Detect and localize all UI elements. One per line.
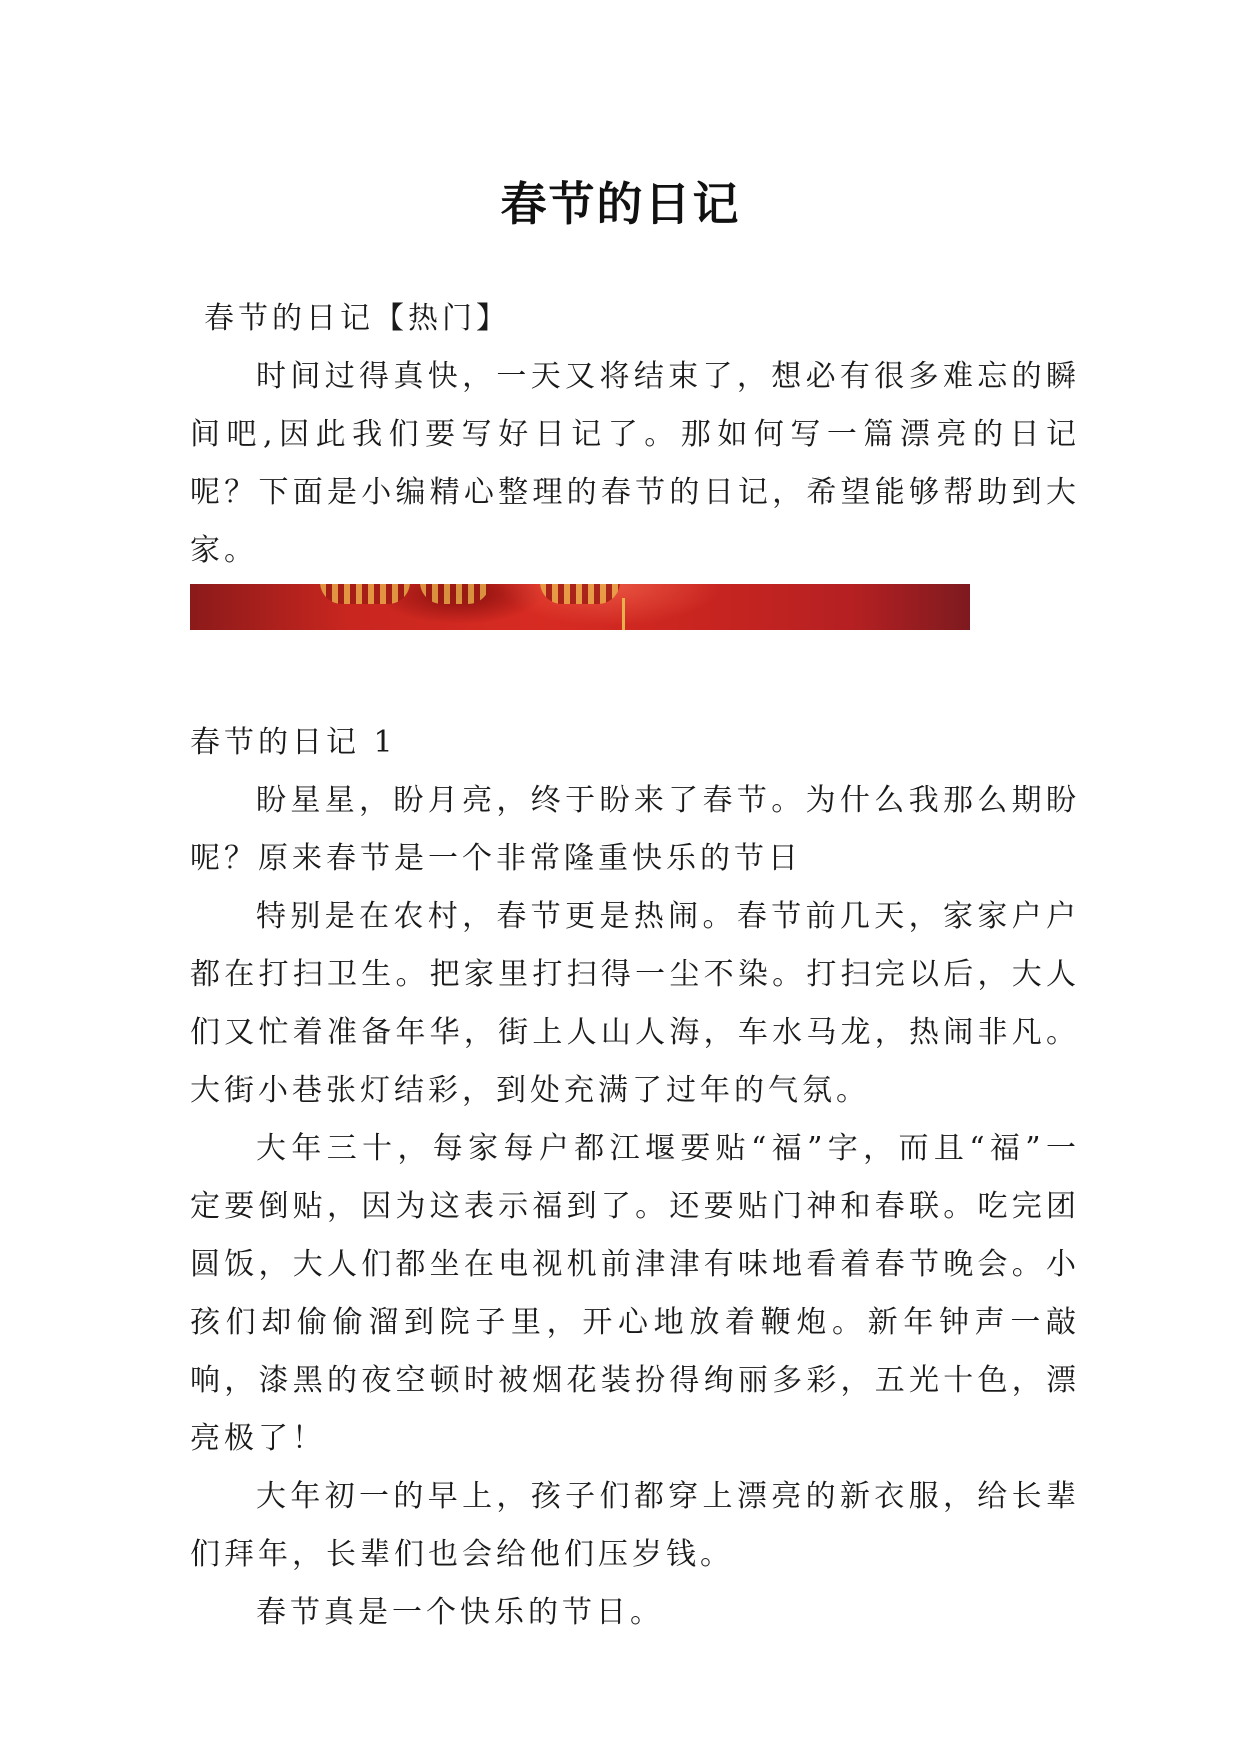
section-heading: 春节的日记 1 (190, 725, 397, 760)
lantern-tassel (622, 598, 625, 630)
body-paragraph: 大年初一的早上，孩子们都穿上漂亮的新衣服，给长辈们拜年，长辈们也会给他们压岁钱。 (190, 1479, 1080, 1572)
intro-paragraph: 时间过得真快，一天又将结束了，想必有很多难忘的瞬间吧,因此我们要写好日记了。那如何写一篇漂亮的日记呢？下面是小编精心整理的春节的日记，希望能够帮助到大家。 (190, 359, 1080, 568)
body-paragraph: 春节真是一个快乐的节日。 (256, 1595, 664, 1630)
body-paragraph: 特别是在农村，春节更是热闹。春节前几天，家家户户都在打扫卫生。把家里打扫得一尘不染。打扫完以后，大人们又忙着准备年华，街上人山人海，车水马龙，热闹非凡。大街小巷张灯结彩，到处充满了过年的气氛。 (190, 899, 1080, 1108)
document-body (190, 290, 1080, 1642)
festive-banner-image (190, 584, 970, 630)
lantern-ornament (320, 584, 410, 604)
document-title: 春节的日记 (500, 176, 741, 231)
body-paragraph: 大年三十，每家每户都江堰要贴“福”字，而且“福”一定要倒贴，因为这表示福到了。还要贴门神和春联。吃完团圆饭，大人们都坐在电视机前津津有味地看着春节晚会。小孩们却偷偷溜到院子里，开心地放着鞭炮。新年钟声一敲响，漆黑的夜空顿时被烟花装扮得绚丽多彩，五光十色，漂亮极了！ (190, 1131, 1080, 1456)
lantern-ornament (540, 584, 620, 604)
lantern-ornament (420, 584, 490, 604)
body-paragraph: 盼星星，盼月亮，终于盼来了春节。为什么我那么期盼呢？原来春节是一个非常隆重快乐的节日 (190, 783, 1080, 876)
document-subtitle: 春节的日记【热门】 (204, 301, 510, 336)
